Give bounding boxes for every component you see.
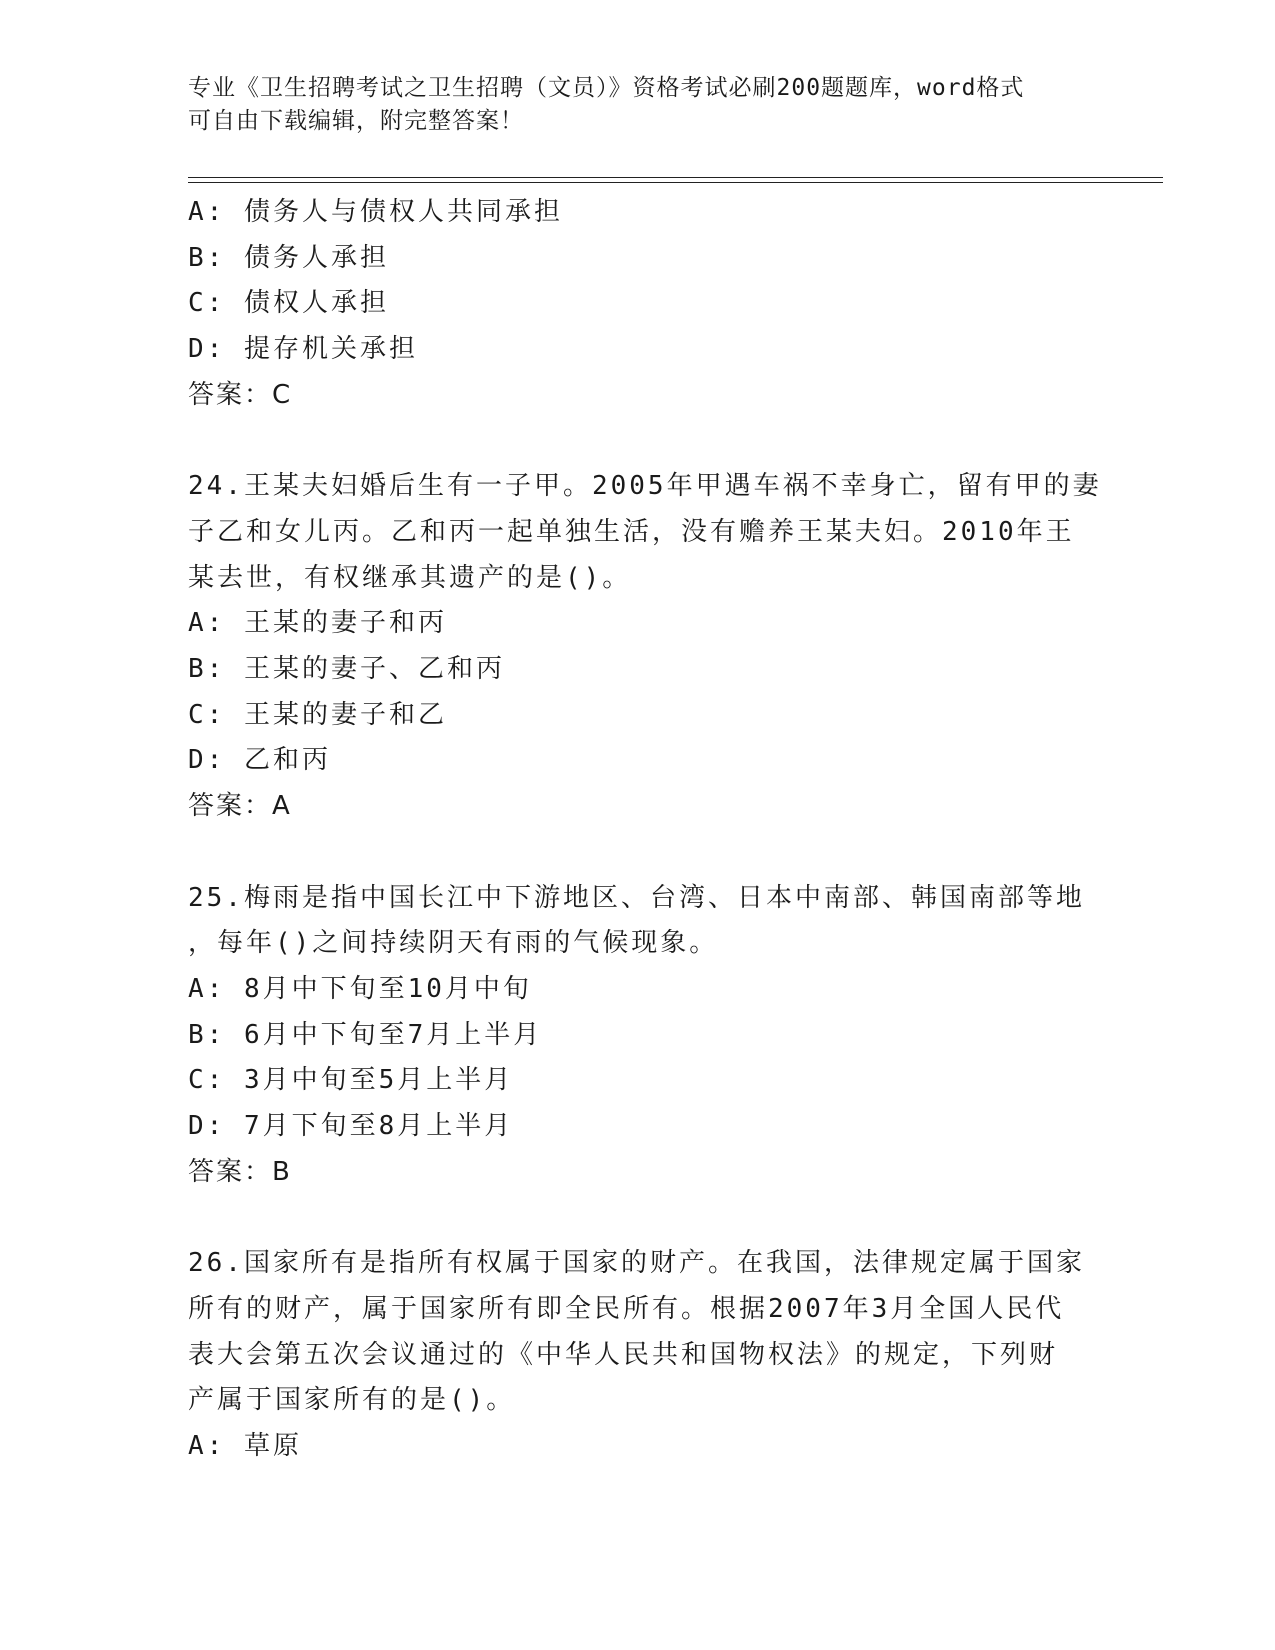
option-b: B: 王某的妻子、乙和丙 [188, 654, 505, 685]
option-c: C: 王某的妻子和乙 [188, 699, 447, 730]
question-stem-line: 产属于国家所有的是()。 [188, 1385, 516, 1416]
document-header [188, 72, 1088, 138]
answer-line: 答案：B [188, 1156, 292, 1187]
spacer [188, 419, 1088, 465]
question-25 [188, 876, 1088, 1196]
question-stem-line: 25.梅雨是指中国长江中下游地区、台湾、日本中南部、韩国南部等地 [188, 882, 1085, 913]
option-c: C: 债权人承担 [188, 288, 389, 319]
answer-line: 答案：C [188, 379, 293, 410]
header-divider-bottom [188, 182, 1163, 183]
spacer [188, 1195, 1088, 1241]
question-stem-line: 某去世，有权继承其遗产的是()。 [188, 562, 632, 593]
question-stem-line: 24.王某夫妇婚后生有一子甲。2005年甲遇车祸不幸身亡，留有甲的妻 [188, 471, 1102, 502]
question-24 [188, 464, 1102, 830]
question-content [188, 190, 1102, 1470]
header-line-2: 可自由下载编辑，附完整答案！ [188, 108, 524, 134]
option-a: A: 草原 [188, 1430, 302, 1461]
header-divider-top [188, 177, 1163, 178]
question-26 [188, 1241, 1088, 1470]
option-b: B: 债务人承担 [188, 242, 389, 273]
spacer [188, 830, 1088, 876]
question-stem-line: 26.国家所有是指所有权属于国家的财产。在我国，法律规定属于国家 [188, 1248, 1085, 1279]
option-a: A: 8月中下旬至10月中旬 [188, 973, 532, 1004]
question-stem-line: 所有的财产，属于国家所有即全民所有。根据2007年3月全国人民代 [188, 1293, 1065, 1324]
question-23-continuation [188, 190, 1088, 419]
option-c: C: 3月中旬至5月上半月 [188, 1065, 514, 1096]
option-d: D: 提存机关承担 [188, 334, 418, 365]
option-a: A: 王某的妻子和丙 [188, 608, 447, 639]
option-b: B: 6月中下旬至7月上半月 [188, 1019, 543, 1050]
option-d: D: 7月下旬至8月上半月 [188, 1111, 514, 1142]
option-d: D: 乙和丙 [188, 745, 331, 776]
answer-line: 答案：A [188, 791, 292, 822]
question-stem-line: ，每年()之间持续阴天有雨的气候现象。 [188, 928, 719, 959]
question-stem-line: 表大会第五次会议通过的《中华人民共和国物权法》的规定，下列财 [188, 1339, 1059, 1370]
option-a: A: 债务人与债权人共同承担 [188, 197, 563, 227]
question-stem-line: 子乙和女儿丙。乙和丙一起单独生活，没有赡养王某夫妇。2010年王 [188, 516, 1075, 547]
header-line-1: 专业《卫生招聘考试之卫生招聘（文员）》资格考试必刷200题题库，word格式 [188, 75, 1025, 101]
